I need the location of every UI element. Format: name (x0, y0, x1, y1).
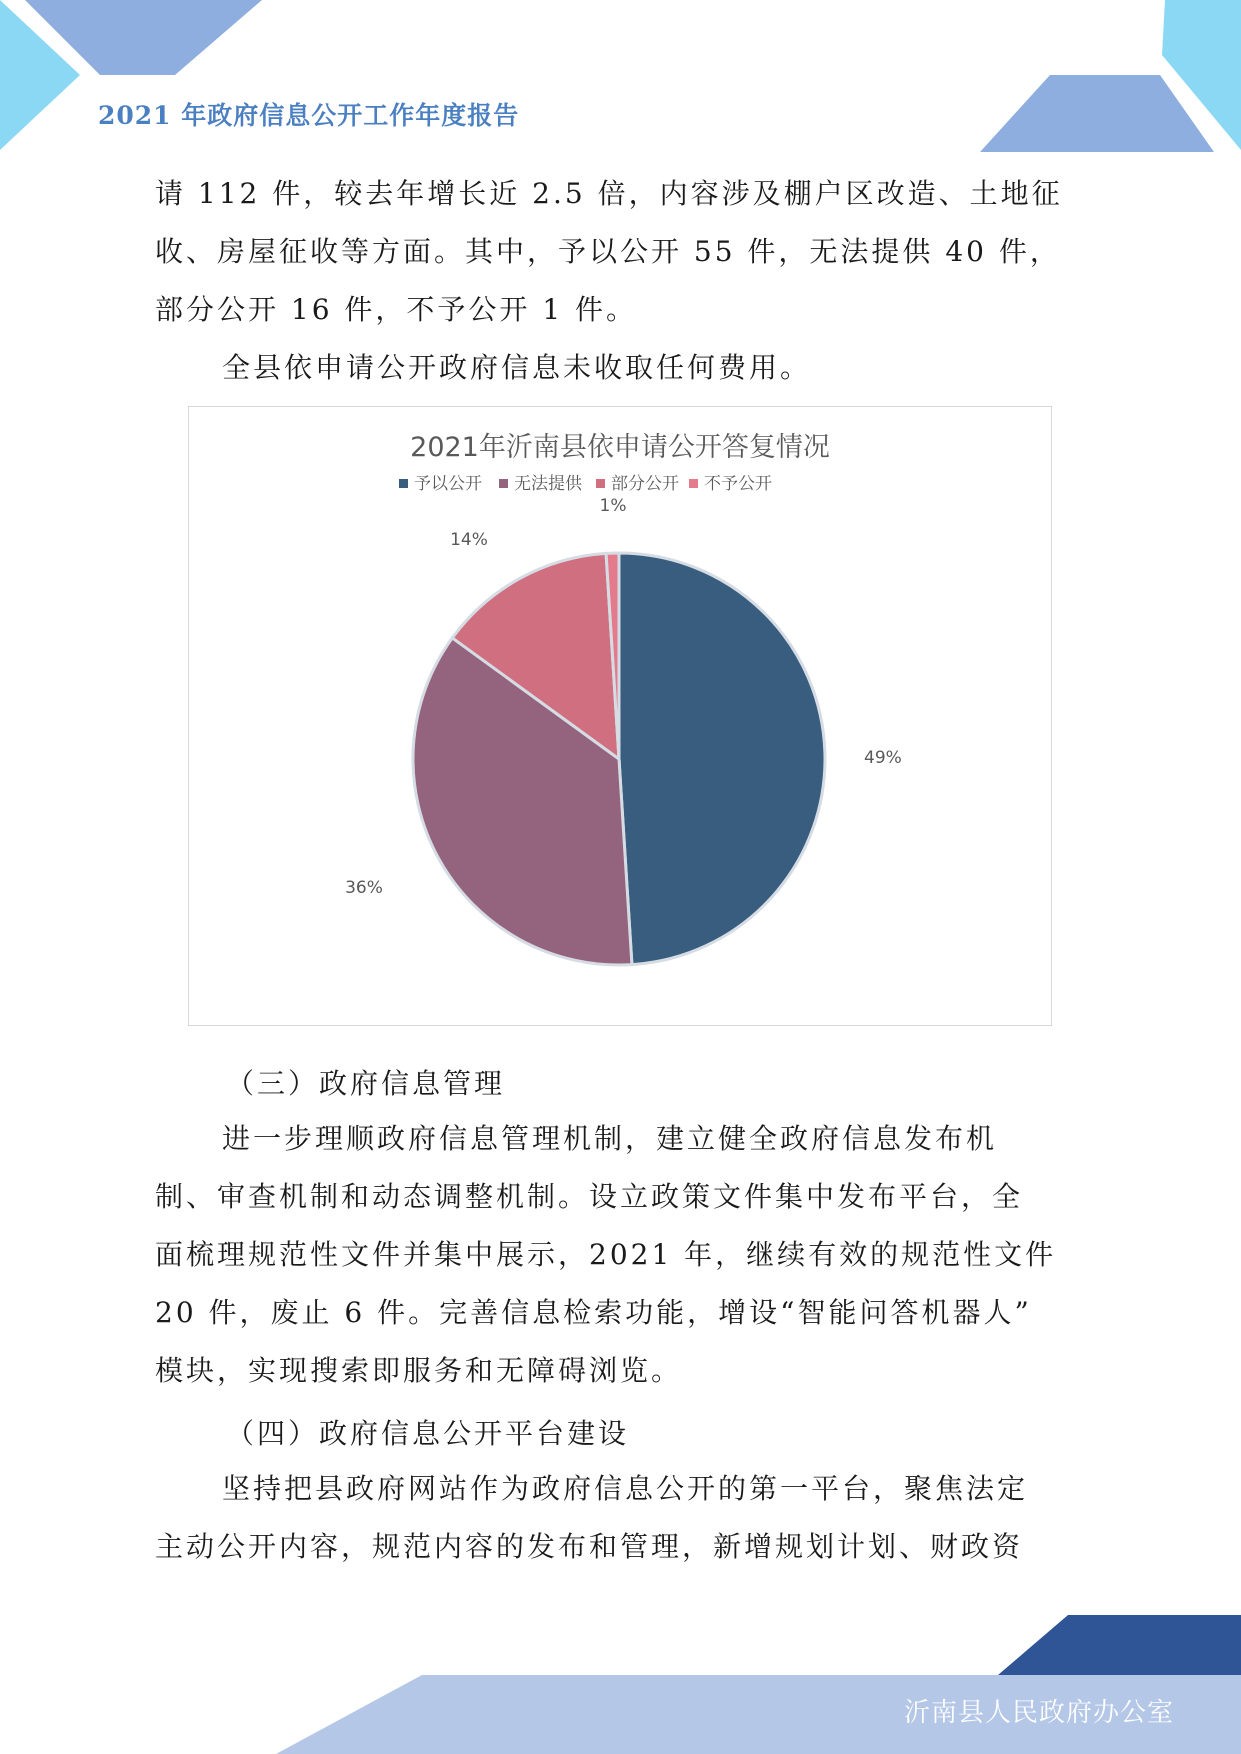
paragraph-line: 制、审查机制和动态调整机制。设立政策文件集中发布平台，全 (155, 1180, 1024, 1213)
legend-label: 无法提供 (514, 474, 582, 494)
pie-data-label: 49% (864, 748, 902, 768)
paragraph-line: 20 件，废止 6 件。完善信息检索功能，增设“智能问答机器人” (155, 1296, 1032, 1329)
pie-chart (189, 407, 1051, 1025)
pie-slices (413, 553, 825, 965)
footer-dark-band (998, 1615, 1241, 1675)
legend-item (499, 474, 583, 494)
legend-swatch (399, 479, 408, 488)
legend-swatch (499, 479, 508, 488)
legend-swatch (596, 479, 605, 488)
section-heading-platform-building: （四）政府信息公开平台建设 (226, 1417, 630, 1450)
legend-swatch (689, 479, 698, 488)
legend-label: 不予公开 (704, 474, 772, 494)
footer-office-name: 沂南县人民政府办公室 (904, 1698, 1175, 1728)
chart-legend (399, 474, 772, 494)
paragraph-line: 模块，实现搜索即服务和无障碍浏览。 (155, 1354, 683, 1387)
legend-item (399, 474, 482, 494)
section-heading-info-management: （三）政府信息管理 (226, 1067, 506, 1100)
pie-slice (619, 553, 825, 965)
paragraph-line: 请 112 件，较去年增长近 2.5 倍，内容涉及棚户区改造、土地征 (155, 177, 1063, 210)
header-title: 2021 年政府信息公开工作年度报告 (98, 101, 520, 130)
pie-chart-container (188, 406, 1052, 1026)
paragraph-line: 收、房屋征收等方面。其中，予以公开 55 件，无法提供 40 件， (155, 235, 1061, 268)
pie-data-label: 1% (599, 496, 627, 516)
pie-data-label: 14% (450, 530, 488, 550)
chart-title: 2021年沂南县依申请公开答复情况 (410, 432, 830, 463)
paragraph-line: 坚持把县政府网站作为政府信息公开的第一平台，聚焦法定 (222, 1472, 1029, 1505)
paragraph-fee-statement: 全县依申请公开政府信息未收取任何费用。 (222, 351, 812, 384)
legend-item (596, 474, 679, 494)
paragraph-line: 面梳理规范性文件并集中展示，2021 年，继续有效的规范性文件 (155, 1238, 1057, 1271)
paragraph-line: 部分公开 16 件，不予公开 1 件。 (155, 293, 638, 326)
pie-data-label: 36% (345, 878, 383, 898)
legend-label: 予以公开 (414, 474, 482, 494)
paragraph-line: 主动公开内容，规范内容的发布和管理，新增规划计划、财政资 (155, 1530, 1024, 1563)
paragraph-line: 进一步理顺政府信息管理机制，建立健全政府信息发布机 (222, 1122, 998, 1155)
legend-item (689, 474, 772, 494)
legend-label: 部分公开 (611, 474, 679, 494)
header-right-band (980, 75, 1214, 152)
